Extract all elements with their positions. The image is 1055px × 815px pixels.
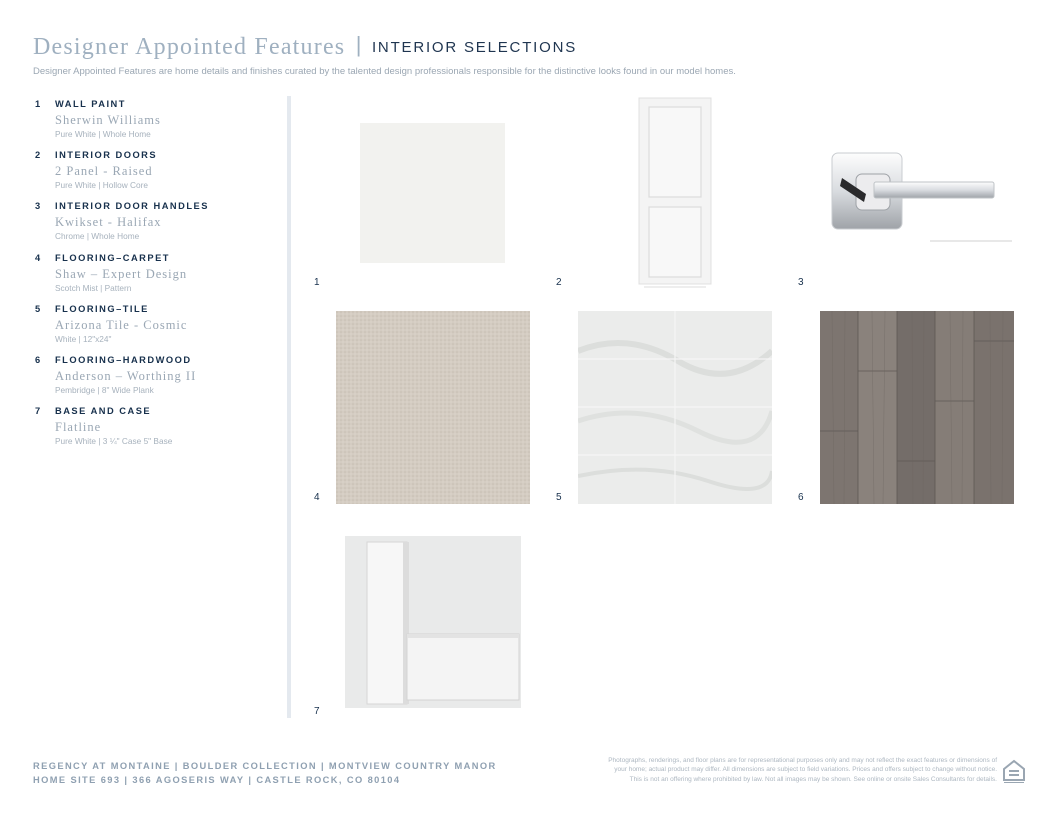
title-separator: | bbox=[355, 32, 362, 57]
selection-detail: Pure White | Hollow Core bbox=[55, 180, 148, 191]
section-title: INTERIOR SELECTIONS bbox=[371, 39, 578, 56]
footer-disclaimer bbox=[527, 756, 997, 784]
swatch-number: 2 bbox=[556, 277, 562, 288]
selection-detail: Pembridge | 8" Wide Plank bbox=[55, 384, 154, 395]
equal-housing-logo-icon bbox=[1002, 758, 1026, 784]
selection-category: INTERIOR DOOR HANDLES bbox=[55, 201, 209, 212]
paint-swatch-image bbox=[360, 123, 505, 263]
selection-detail: White | 12"x24" bbox=[55, 333, 112, 344]
selection-item bbox=[35, 99, 285, 150]
selection-category: FLOORING–TILE bbox=[55, 303, 149, 314]
selection-number: 7 bbox=[35, 406, 42, 417]
selection-name: Flatline bbox=[55, 420, 102, 435]
door-handle-image bbox=[830, 150, 1015, 248]
selections-list bbox=[35, 99, 285, 457]
selection-number: 3 bbox=[35, 201, 42, 212]
selection-category: INTERIOR DOORS bbox=[55, 150, 158, 161]
selection-name: Sherwin Williams bbox=[55, 113, 161, 127]
footer-line-2: HOME SITE 693 | 366 AGOSERIS WAY | CASTLE ROCK, CO 80104 bbox=[33, 775, 401, 785]
swatch-number: 4 bbox=[314, 492, 320, 503]
page-header bbox=[33, 34, 577, 61]
selection-detail: Pure White | Whole Home bbox=[55, 129, 151, 139]
selection-name: Shaw – Expert Design bbox=[55, 266, 188, 281]
selection-category: FLOORING–CARPET bbox=[55, 252, 170, 263]
disclaimer-line: your home; actual product may differ. All dimensions are subject to field variations. Prices and offers subject to change without notice. bbox=[614, 766, 997, 774]
selection-number: 5 bbox=[35, 303, 42, 314]
selection-category: BASE AND CASE bbox=[55, 406, 152, 417]
selection-detail: Pure White | 3 ¼" Case 5" Base bbox=[55, 436, 173, 447]
swatch-number: 7 bbox=[314, 706, 320, 717]
selection-category: WALL PAINT bbox=[55, 99, 126, 109]
vertical-divider bbox=[287, 96, 291, 718]
selection-number: 2 bbox=[35, 150, 42, 161]
page-title: Designer Appointed Features bbox=[33, 34, 346, 60]
selection-name: 2 Panel - Raised bbox=[55, 164, 153, 179]
selection-detail: Scotch Mist | Pattern bbox=[55, 282, 132, 293]
swatch-number: 6 bbox=[798, 492, 804, 503]
selection-name: Arizona Tile - Cosmic bbox=[55, 317, 188, 332]
tile-swatch-image bbox=[578, 311, 772, 504]
selection-item bbox=[35, 201, 285, 252]
selection-item bbox=[35, 150, 285, 201]
selection-category: FLOORING–HARDWOOD bbox=[55, 354, 192, 365]
base-and-case-image bbox=[345, 536, 521, 708]
selection-name: Anderson – Worthing II bbox=[55, 368, 197, 383]
swatch-number: 5 bbox=[556, 492, 562, 503]
selection-number: 4 bbox=[35, 252, 42, 263]
selection-number: 1 bbox=[35, 99, 42, 109]
carpet-swatch-image bbox=[336, 311, 530, 504]
footer-line-1: REGENCY AT MONTAINE | BOULDER COLLECTION | MONTVIEW COUNTRY MANOR bbox=[33, 761, 497, 771]
disclaimer-line: This is not an offering where prohibited by law. Not all images may be shown. See online or onsite Sales Consultants for details. bbox=[629, 775, 997, 783]
disclaimer-line: Photographs, renderings, and floor plans are for representational purposes only and may not reflect the exact features or dimensions of bbox=[608, 757, 997, 764]
hardwood-swatch-image bbox=[820, 311, 1014, 504]
page-subtitle: Designer Appointed Features are home details and finishes curated by the talented design professionals responsible for the distinctive looks found in our model homes. bbox=[33, 66, 736, 77]
selection-name: Kwikset - Halifax bbox=[55, 215, 162, 230]
selection-item bbox=[35, 355, 285, 406]
swatch-number: 1 bbox=[314, 277, 320, 288]
footer-community-info bbox=[33, 759, 497, 787]
door-image bbox=[638, 97, 712, 291]
selection-item bbox=[35, 253, 285, 304]
selection-number: 6 bbox=[35, 354, 42, 365]
selection-detail: Chrome | Whole Home bbox=[55, 231, 140, 242]
selection-item bbox=[35, 406, 285, 457]
selection-item bbox=[35, 304, 285, 355]
swatch-number: 3 bbox=[798, 277, 804, 288]
